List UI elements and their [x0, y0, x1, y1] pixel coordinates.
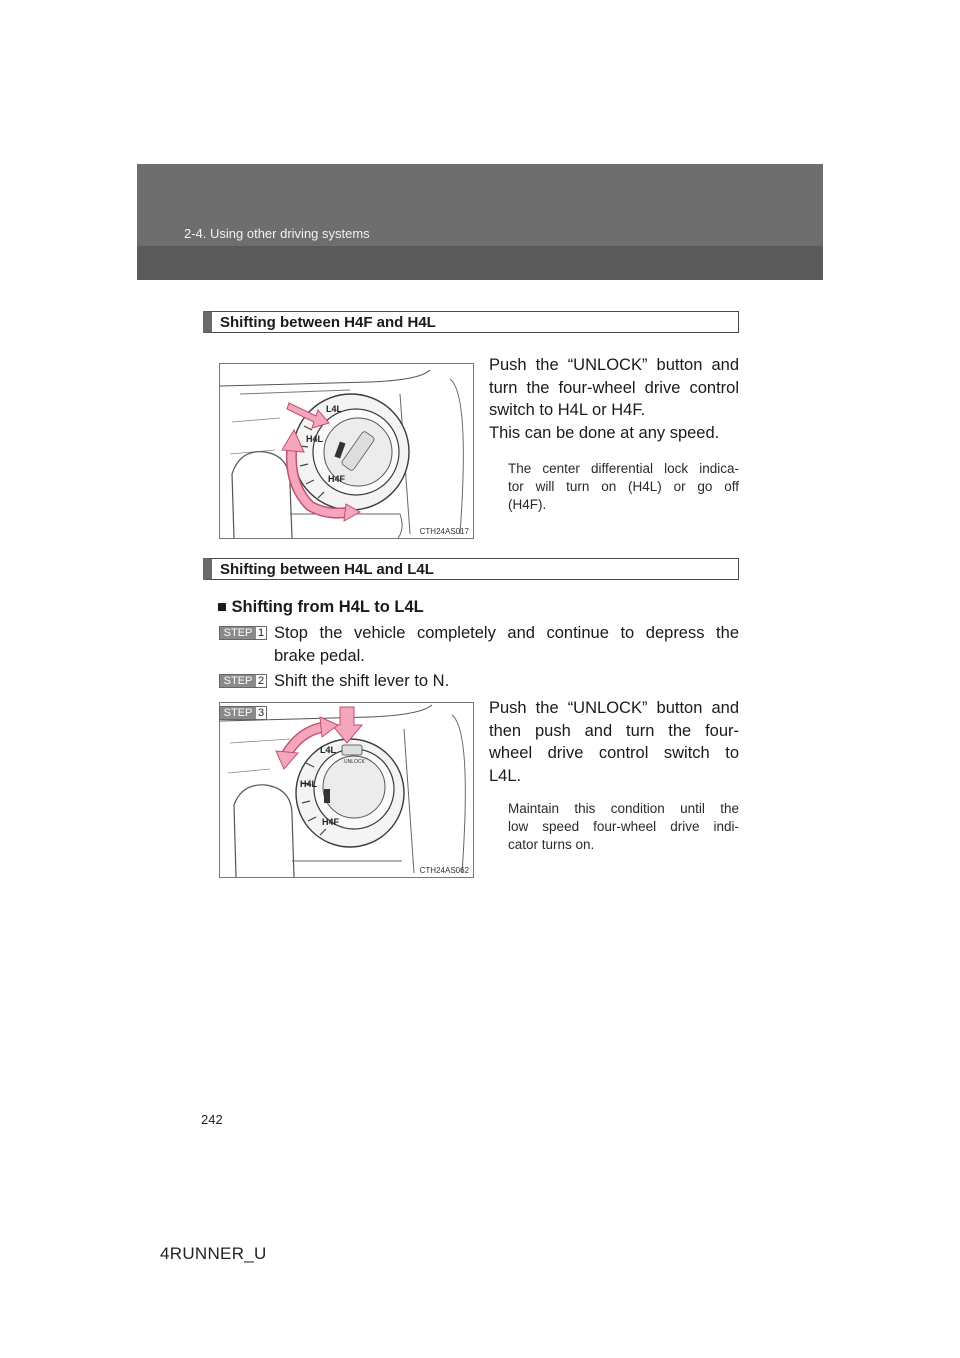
dial-label-l4l: L4L — [326, 404, 343, 414]
step-badge-2 — [219, 674, 267, 688]
note-line: (H4F). — [508, 497, 547, 512]
dial-label-unlock: UNLOCK — [344, 759, 365, 765]
section1-body — [489, 354, 739, 444]
figure-dial-h4f-h4l — [219, 363, 474, 539]
text-line: brake pedal. — [274, 646, 365, 665]
section1-note — [508, 460, 739, 514]
step3-note — [508, 800, 739, 854]
dial-label-h4f: H4F — [328, 474, 346, 484]
note-line: Maintain this condition until the — [508, 801, 739, 816]
text-line: Push the “UNLOCK” button and — [489, 356, 739, 374]
section-path: 2-4. Using other driving systems — [184, 226, 370, 241]
text-line: This can be done at any speed. — [489, 423, 720, 442]
section-heading-text: Shifting between H4F and H4L — [220, 314, 436, 331]
dial-illustration — [220, 703, 473, 877]
dial-label-h4l: H4L — [306, 434, 324, 444]
step3-body — [489, 697, 739, 787]
dial-label-l4l: L4L — [320, 745, 337, 755]
note-line: cator turns on. — [508, 837, 595, 852]
step-badge-3 — [219, 706, 267, 720]
section-heading-h4f-h4l — [203, 311, 739, 333]
step-number: 2 — [257, 675, 265, 687]
dial-illustration — [220, 364, 473, 538]
sub-heading: ■ Shifting from H4L to L4L — [217, 598, 424, 616]
text-line: Push the “UNLOCK” button and — [489, 699, 739, 717]
chapter-header-top — [137, 164, 823, 246]
text-line: Shift the shift lever to N. — [274, 672, 450, 690]
page-number: 242 — [201, 1112, 223, 1127]
step-number: 3 — [257, 707, 265, 719]
step-number: 1 — [257, 627, 265, 639]
text-line: L4L. — [489, 766, 522, 785]
step-label: STEP — [220, 707, 256, 719]
chapter-header-band — [137, 164, 823, 280]
text-line: turn the four-wheel drive control — [489, 378, 739, 397]
text-line: wheel drive control switch to — [489, 744, 739, 762]
text-line: switch to H4L or H4F. — [489, 401, 646, 419]
note-line: tor will turn on (H4L) or go off — [508, 479, 739, 494]
step-label: STEP — [220, 675, 256, 687]
dial-label-h4f: H4F — [322, 817, 340, 827]
text-line: Stop the vehicle completely and continue to depress the — [274, 624, 739, 642]
note-line: low speed four-wheel drive indi- — [508, 819, 739, 834]
text-line: then push and turn the four- — [489, 721, 739, 740]
section-heading-text: Shifting between H4L and L4L — [220, 561, 434, 578]
dial-label-h4l: H4L — [300, 779, 318, 789]
figure-code: CTH24AS062 — [419, 866, 469, 875]
note-line: The center differential lock indica- — [508, 461, 739, 476]
step-label: STEP — [220, 627, 256, 639]
step-badge-1 — [219, 626, 267, 640]
figure-code: CTH24AS017 — [419, 527, 469, 536]
step2-text — [274, 670, 739, 693]
section-heading-h4l-l4l — [203, 558, 739, 580]
step1-text — [274, 622, 739, 667]
model-footer: 4RUNNER_U — [160, 1244, 267, 1263]
figure-dial-h4l-l4l — [219, 702, 474, 878]
